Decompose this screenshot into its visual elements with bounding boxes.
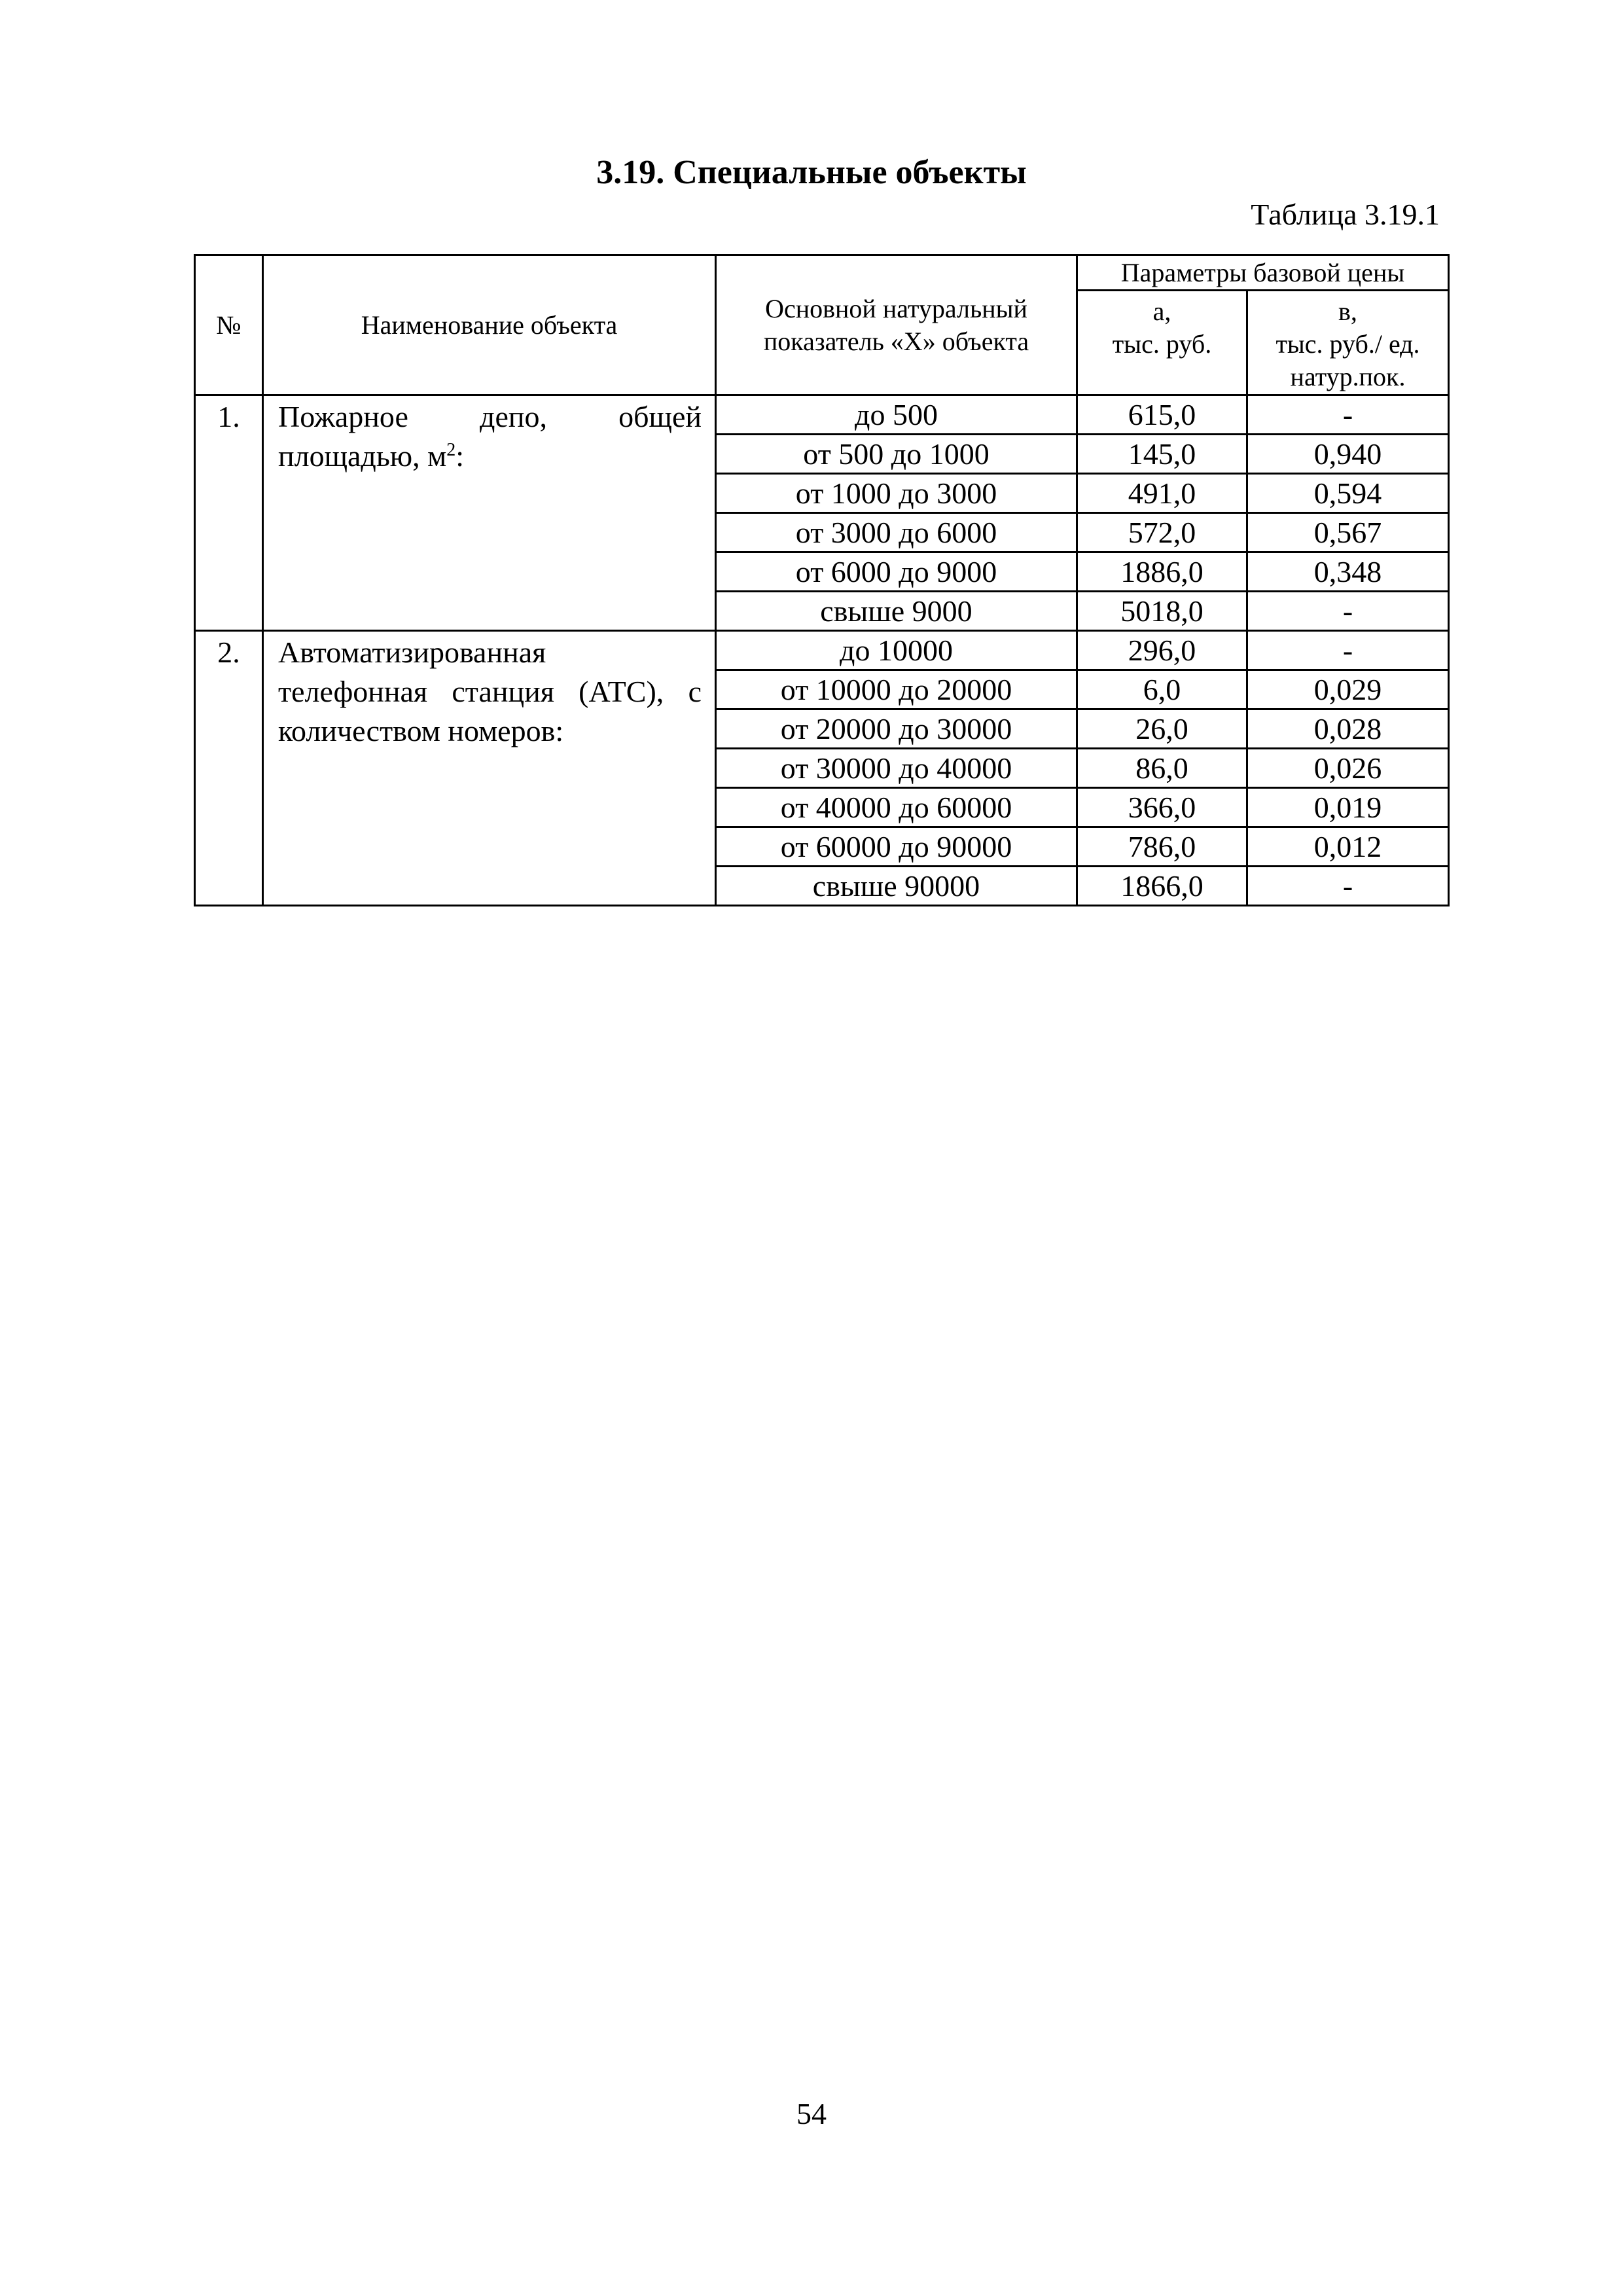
param-b-value: 0,594: [1247, 474, 1449, 513]
param-a-value: 572,0: [1077, 513, 1247, 552]
param-b-value: 0,019: [1247, 788, 1449, 827]
indicator-range: от 60000 до 90000: [716, 827, 1077, 867]
param-b-value: 0,029: [1247, 670, 1449, 709]
indicator-range: от 10000 до 20000: [716, 670, 1077, 709]
header-a-unit: тыс. руб.: [1112, 329, 1212, 359]
indicator-range: от 20000 до 30000: [716, 709, 1077, 749]
indicator-range: свыше 90000: [716, 867, 1077, 906]
table-row: [195, 395, 1449, 435]
section-title: 3.19. Специальные объекты: [596, 154, 1027, 191]
header-name: Наименование объекта: [263, 255, 716, 395]
param-a-value: 145,0: [1077, 435, 1247, 474]
header-params: Параметры базовой цены: [1077, 255, 1449, 291]
header-a: [1077, 291, 1247, 395]
param-a-value: 86,0: [1077, 749, 1247, 788]
object-name-text: Пожарное депо, общей площадью, м: [278, 400, 702, 473]
param-b-value: 0,026: [1247, 749, 1449, 788]
param-a-value: 491,0: [1077, 474, 1247, 513]
param-a-value: 366,0: [1077, 788, 1247, 827]
object-number: 2.: [195, 631, 263, 906]
header-num: №: [195, 255, 263, 395]
indicator-range: от 30000 до 40000: [716, 749, 1077, 788]
object-name: [263, 631, 716, 906]
indicator-range: от 3000 до 6000: [716, 513, 1077, 552]
header-b-unit2: натур.пок.: [1290, 362, 1406, 391]
table-row: [195, 631, 1449, 670]
price-table: [194, 254, 1450, 906]
param-a-value: 786,0: [1077, 827, 1247, 867]
object-number: 1.: [195, 395, 263, 631]
table-body: [195, 395, 1449, 906]
param-a-value: 6,0: [1077, 670, 1247, 709]
indicator-range: от 1000 до 3000: [716, 474, 1077, 513]
header-b-label: в,: [1338, 296, 1357, 326]
param-b-value: -: [1247, 592, 1449, 631]
param-a-value: 296,0: [1077, 631, 1247, 670]
param-b-value: 0,348: [1247, 552, 1449, 592]
indicator-range: от 500 до 1000: [716, 435, 1077, 474]
header-a-label: а,: [1152, 296, 1171, 326]
param-b-value: -: [1247, 395, 1449, 435]
indicator-range: до 500: [716, 395, 1077, 435]
object-name: [263, 395, 716, 631]
param-b-value: -: [1247, 867, 1449, 906]
object-name-suffix: :: [455, 439, 465, 473]
param-a-value: 5018,0: [1077, 592, 1247, 631]
param-a-value: 615,0: [1077, 395, 1247, 435]
param-b-value: -: [1247, 631, 1449, 670]
param-b-value: 0,012: [1247, 827, 1449, 867]
indicator-range: до 10000: [716, 631, 1077, 670]
param-b-value: 0,940: [1247, 435, 1449, 474]
header-b-unit: тыс. руб./ ед.: [1275, 329, 1420, 359]
param-b-value: 0,028: [1247, 709, 1449, 749]
indicator-range: от 40000 до 60000: [716, 788, 1077, 827]
param-a-value: 1866,0: [1077, 867, 1247, 906]
object-name-text: Автоматизированная телефонная станция (АТС), с количеством номеров:: [278, 636, 702, 747]
param-b-value: 0,567: [1247, 513, 1449, 552]
table-caption: Таблица 3.19.1: [1251, 198, 1440, 231]
header-b: [1247, 291, 1449, 395]
param-a-value: 26,0: [1077, 709, 1247, 749]
page-number: 54: [796, 2097, 827, 2130]
param-a-value: 1886,0: [1077, 552, 1247, 592]
header-indicator: Основной натуральный показатель «X» объекта: [716, 255, 1077, 395]
indicator-range: от 6000 до 9000: [716, 552, 1077, 592]
indicator-range: свыше 9000: [716, 592, 1077, 631]
unit-superscript: 2: [446, 440, 456, 460]
